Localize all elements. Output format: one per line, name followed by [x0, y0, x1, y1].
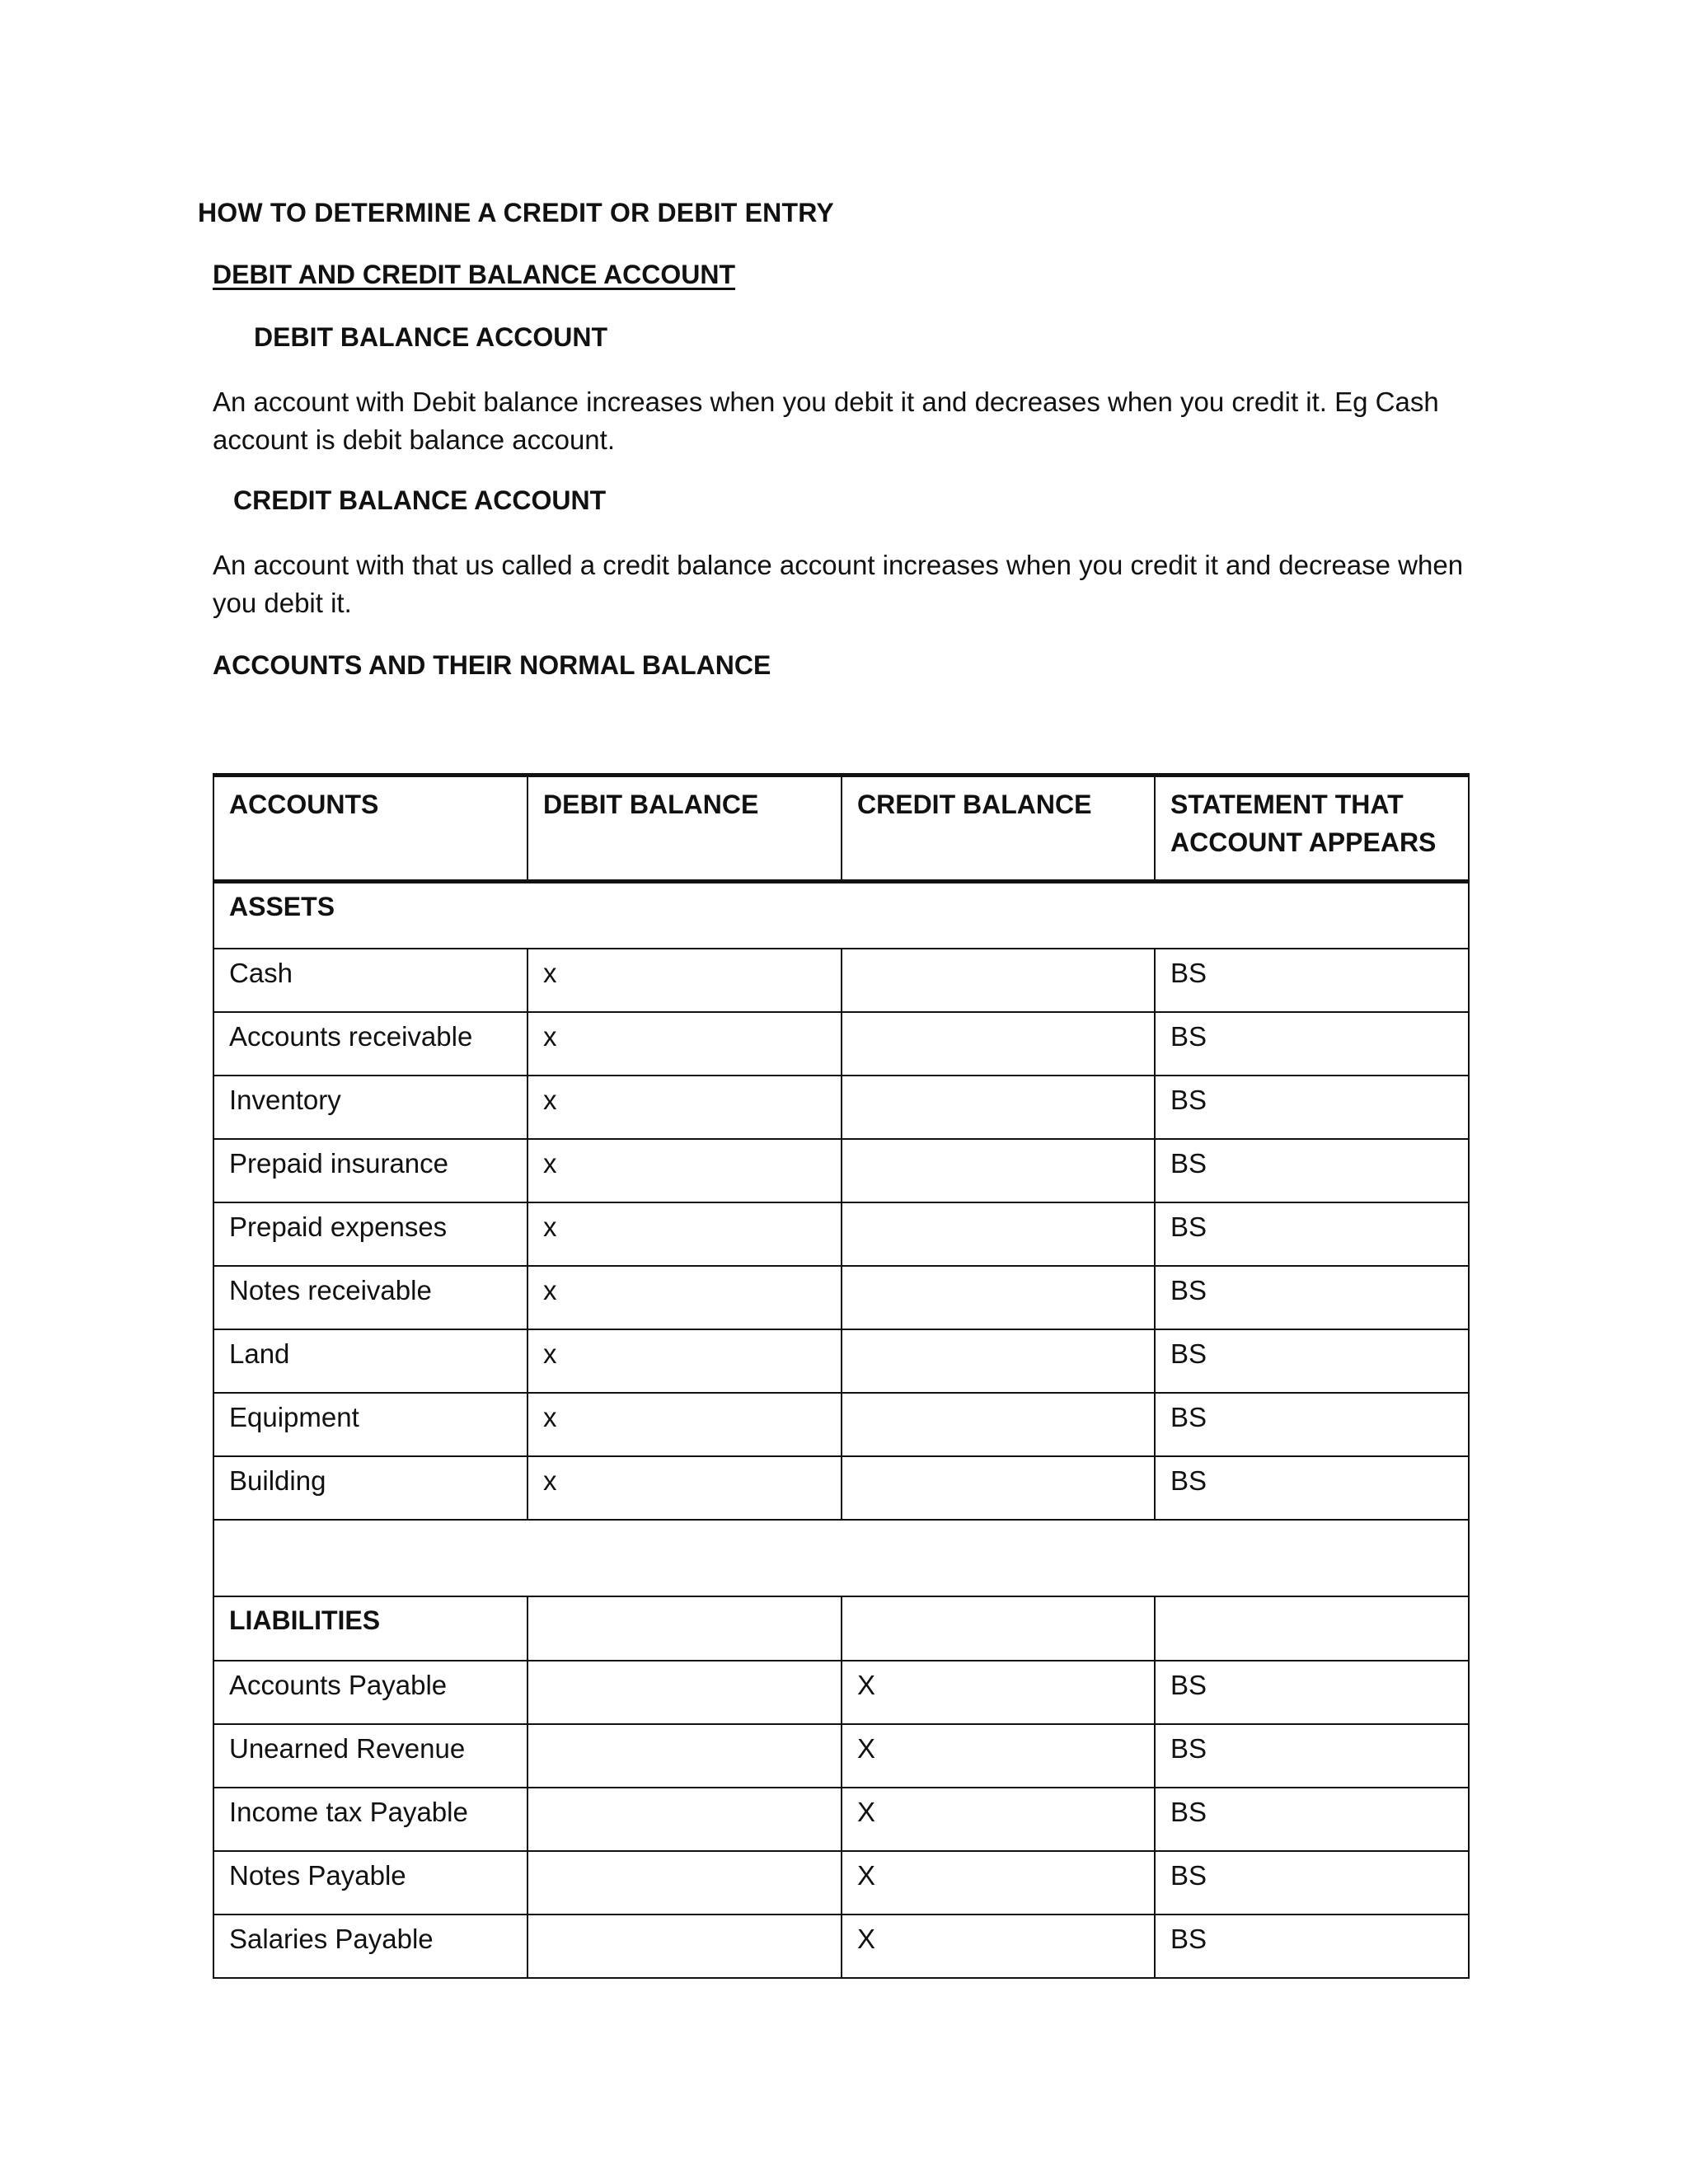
credit-cell: X: [842, 1788, 1155, 1851]
account-cell: Inventory: [213, 1076, 528, 1139]
account-cell: Notes Payable: [213, 1851, 528, 1915]
empty-cell: [842, 1596, 1155, 1661]
header-credit-balance: CREDIT BALANCE: [842, 776, 1155, 882]
debit-cell: x: [528, 1139, 842, 1202]
liability-row: [213, 1724, 1469, 1788]
credit-cell: [842, 1393, 1155, 1456]
account-cell: Prepaid insurance: [213, 1139, 528, 1202]
credit-cell: [842, 1329, 1155, 1393]
account-cell: Prepaid expenses: [213, 1202, 528, 1266]
statement-cell: BS: [1155, 1202, 1469, 1266]
empty-cell: [1155, 1596, 1469, 1661]
statement-cell: BS: [1155, 1915, 1469, 1978]
liability-row: [213, 1661, 1469, 1724]
account-cell: Income tax Payable: [213, 1788, 528, 1851]
asset-row: [213, 1266, 1469, 1329]
debit-cell: x: [528, 1076, 842, 1139]
statement-cell: BS: [1155, 1266, 1469, 1329]
debit-cell: x: [528, 949, 842, 1012]
liability-row: [213, 1788, 1469, 1851]
statement-cell: BS: [1155, 1076, 1469, 1139]
credit-cell: [842, 1456, 1155, 1520]
statement-cell: BS: [1155, 949, 1469, 1012]
credit-cell: [842, 1202, 1155, 1266]
document-title: HOW TO DETERMINE A CREDIT OR DEBIT ENTRY: [198, 198, 834, 227]
statement-cell: BS: [1155, 1329, 1469, 1393]
account-cell: Salaries Payable: [213, 1915, 528, 1978]
asset-row: [213, 1076, 1469, 1139]
credit-balance-paragraph: An account with that us called a credit balance account increases when you credit it and decrease when you debit it.: [213, 550, 1464, 618]
account-cell: Cash: [213, 949, 528, 1012]
credit-cell: [842, 949, 1155, 1012]
debit-cell: [528, 1661, 842, 1724]
statement-cell: BS: [1155, 1393, 1469, 1456]
asset-row: [213, 949, 1469, 1012]
accounts-table: [213, 773, 1470, 1979]
asset-row: [213, 1329, 1469, 1393]
table-header-row: [213, 776, 1469, 882]
account-cell: Land: [213, 1329, 528, 1393]
asset-row: [213, 1393, 1469, 1456]
account-cell: Building: [213, 1456, 528, 1520]
debit-cell: x: [528, 1266, 842, 1329]
credit-balance-heading: CREDIT BALANCE ACCOUNT: [233, 485, 607, 515]
assets-section-row: [213, 882, 1469, 949]
statement-cell: BS: [1155, 1012, 1469, 1076]
account-cell: Accounts Payable: [213, 1661, 528, 1724]
credit-cell: [842, 1139, 1155, 1202]
liabilities-label: LIABILITIES: [213, 1596, 528, 1661]
debit-cell: x: [528, 1329, 842, 1393]
asset-row: [213, 1456, 1469, 1520]
debit-balance-heading: DEBIT BALANCE ACCOUNT: [254, 322, 608, 352]
table-body: [213, 882, 1469, 1978]
account-cell: Notes receivable: [213, 1266, 528, 1329]
normal-balance-heading: ACCOUNTS AND THEIR NORMAL BALANCE: [213, 650, 771, 680]
debit-cell: [528, 1851, 842, 1915]
statement-cell: BS: [1155, 1661, 1469, 1724]
debit-cell: x: [528, 1456, 842, 1520]
statement-cell: BS: [1155, 1788, 1469, 1851]
debit-cell: x: [528, 1012, 842, 1076]
statement-cell: BS: [1155, 1851, 1469, 1915]
assets-label: ASSETS: [213, 882, 1469, 949]
credit-cell: [842, 1076, 1155, 1139]
credit-cell: X: [842, 1851, 1155, 1915]
debit-balance-paragraph: An account with Debit balance increases when you debit it and decreases when you credit it. Eg Cash account is debit balance account.: [213, 387, 1439, 455]
statement-cell: BS: [1155, 1456, 1469, 1520]
credit-cell: X: [842, 1915, 1155, 1978]
asset-row: [213, 1139, 1469, 1202]
statement-cell: BS: [1155, 1724, 1469, 1788]
debit-cell: [528, 1724, 842, 1788]
liabilities-section-row: [213, 1596, 1469, 1661]
debit-cell: [528, 1788, 842, 1851]
credit-cell: X: [842, 1724, 1155, 1788]
account-cell: Unearned Revenue: [213, 1724, 528, 1788]
debit-cell: x: [528, 1393, 842, 1456]
account-cell: Equipment: [213, 1393, 528, 1456]
header-statement: STATEMENT THAT ACCOUNT APPEARS: [1155, 776, 1469, 882]
header-debit-balance: DEBIT BALANCE: [528, 776, 842, 882]
account-cell: Accounts receivable: [213, 1012, 528, 1076]
credit-cell: [842, 1266, 1155, 1329]
debit-cell: [528, 1915, 842, 1978]
debit-cell: x: [528, 1202, 842, 1266]
empty-cell: [528, 1596, 842, 1661]
spacer-cell: [213, 1520, 1469, 1596]
asset-row: [213, 1202, 1469, 1266]
credit-cell: X: [842, 1661, 1155, 1724]
credit-cell: [842, 1012, 1155, 1076]
liability-row: [213, 1915, 1469, 1978]
section-subtitle: DEBIT AND CREDIT BALANCE ACCOUNT: [213, 260, 736, 289]
spacer-row: [213, 1520, 1469, 1596]
liability-row: [213, 1851, 1469, 1915]
statement-cell: BS: [1155, 1139, 1469, 1202]
header-accounts: ACCOUNTS: [213, 776, 528, 882]
asset-row: [213, 1012, 1469, 1076]
